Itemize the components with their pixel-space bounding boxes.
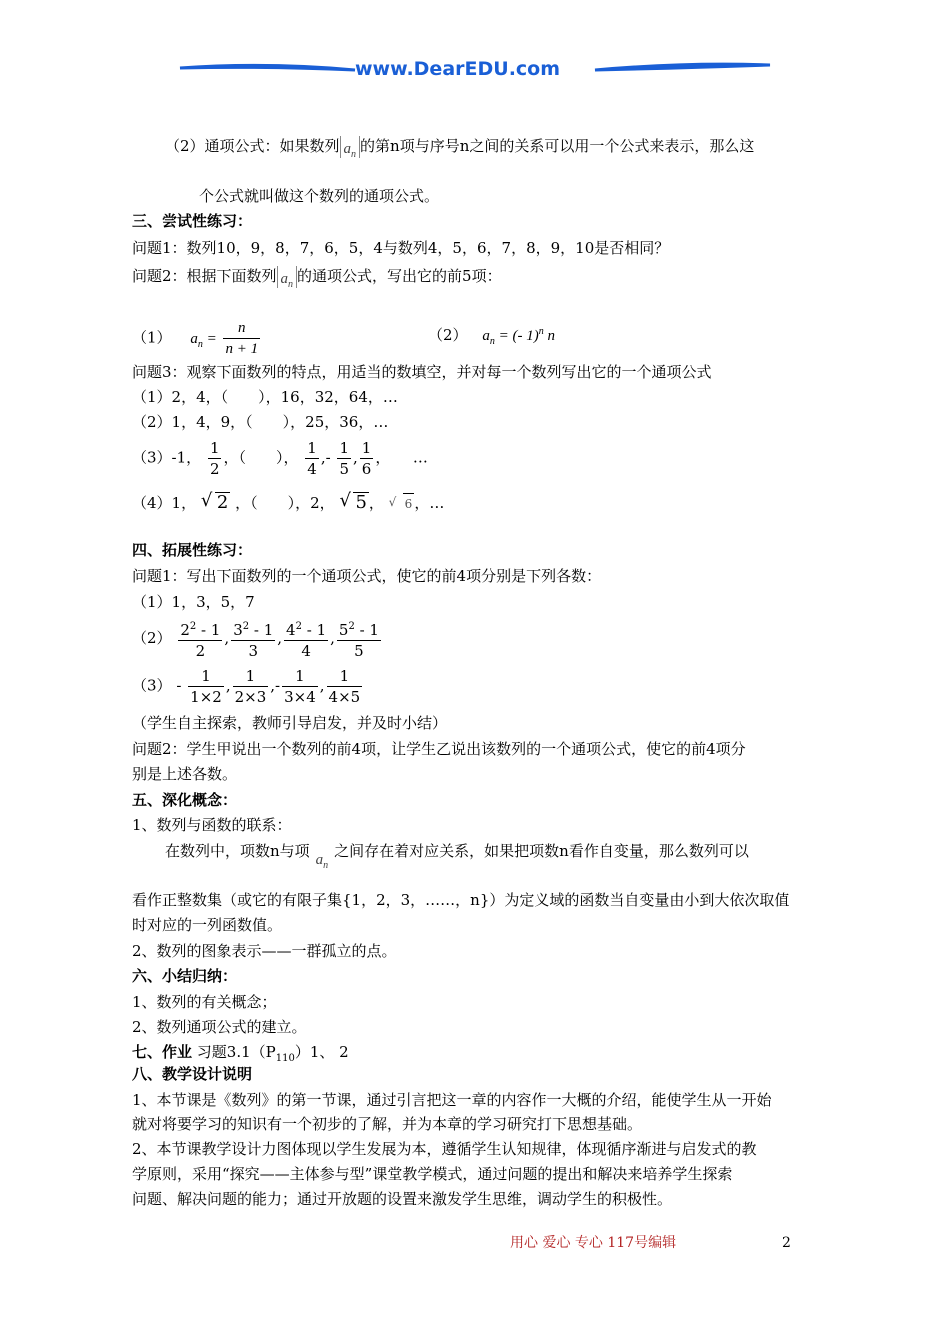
design-2-line1: 2、本节课教学设计力图体现以学生发展为本，遵循学生认知规律，体现循序渐进与启发式的教 xyxy=(132,1140,757,1158)
text: （4）1， xyxy=(132,494,197,512)
section-8-heading: 八、教学设计说明 xyxy=(132,1065,253,1083)
question-3: 问题3：观察下面数列的特点，用适当的数填空，并对每一个数列写出它的一个通项公式 xyxy=(132,363,712,381)
design-1-line1: 1、本节课是《数列》的第一节课，通过引言把这一章的内容作一大概的介绍，能使学生从一开始 xyxy=(132,1091,772,1109)
fraction: $\frac{5^2 - 1}{5}$ xyxy=(337,617,381,661)
sqrt-6: √ 6 xyxy=(403,493,415,514)
fraction: $\frac{1}{4\times 5}$ xyxy=(328,667,361,706)
page-number: 2 xyxy=(782,1235,791,1251)
q3-item-2: （2）1，4，9，（ ），25，36，… xyxy=(132,413,389,431)
formula: $a_n$ = (- 1)$^n$ n xyxy=(482,326,555,347)
fraction: $\frac{3^2 - 1}{3}$ xyxy=(231,617,275,661)
fraction: $\frac{1}{5}$ xyxy=(339,439,349,478)
text: ，（ ）， xyxy=(223,448,299,467)
concept-1: 1、数列与函数的联系： xyxy=(132,816,292,834)
formula: $a_n$ = xyxy=(190,330,217,350)
text: 之间存在着对应关系，如果把项数n看作自变量，那么数列可以 xyxy=(334,842,749,860)
fraction: $\frac{n}{n + 1}$ xyxy=(225,320,259,357)
footer-text: 用心 爱心 专心 117号编辑 xyxy=(510,1235,677,1251)
section-7-heading: 七、作业 xyxy=(132,1043,193,1061)
formula-definition-line2: 个公式就叫做这个数列的通项公式。 xyxy=(199,187,440,205)
problem-1: 问题1：写出下面数列的一个通项公式，使它的前4项分别是下列各数： xyxy=(132,567,602,585)
q2-item-2 xyxy=(428,322,555,352)
formula-definition-line1 xyxy=(165,136,754,158)
concept-2: 2、数列的图象表示——一群孤立的点。 xyxy=(132,942,397,960)
concept-1-line3: 时对应的一列函数值。 xyxy=(132,916,283,934)
design-1-line2: 就对将要学习的知识有一个初步的了解，并为本章的学习研究打下思想基础。 xyxy=(132,1115,643,1133)
sqrt-5: √ 5 xyxy=(353,492,368,513)
fraction: $\frac{1}{3\times 4}$ xyxy=(284,667,316,706)
fraction: $\frac{1}{2}$ xyxy=(209,439,220,478)
summary-1: 1、数列的有关概念； xyxy=(132,993,277,1011)
section-4-heading: 四、拓展性练习： xyxy=(132,541,253,559)
text: 在数列中，项数n与项 xyxy=(165,842,310,860)
fraction: $\frac{1}{6}$ xyxy=(361,439,372,478)
q3-item-4: （4）1， √ 2 ，（ ），2， √ 5 ， √ 6 ，… xyxy=(132,492,444,514)
homework-end: ）1、 2 xyxy=(294,1043,349,1061)
q2-item-1 xyxy=(132,318,262,359)
text: 的第n项与序号n之间的关系可以用一个公式来表示，那么这 xyxy=(360,137,755,155)
fraction: $\frac{4^2 - 1}{4}$ xyxy=(284,617,328,661)
p1-note: （学生自主探索，教师引导启发，并及时小结） xyxy=(132,714,448,732)
text: （2） xyxy=(132,629,172,647)
problem-2-line2: 别是上述各数。 xyxy=(132,765,238,783)
design-2-line2: 学原则，采用“探究——主体参与型”课堂教学模式，通过问题的提出和解决来培养学生探索 xyxy=(132,1165,733,1183)
question-2 xyxy=(132,266,502,288)
fraction: $\frac{1}{1\times 2}$ xyxy=(190,667,222,706)
text: （1） xyxy=(132,328,172,347)
homework-page: 110 xyxy=(275,1053,295,1064)
problem-2-line1: 问题2：学生甲说出一个数列的前4项，让学生乙说出该数列的一个通项公式，使它的前4项分 xyxy=(132,740,746,758)
q3-item-1: （1）2，4，（ ），16，32，64，… xyxy=(132,388,398,406)
text: （3）-1， xyxy=(132,448,202,467)
design-2-line3: 问题、解决问题的能力；通过开放题的设置来激发学生思维，调动学生的积极性。 xyxy=(132,1190,673,1208)
sequence-an: $a_n$ xyxy=(277,266,298,288)
text: （2）通项公式：如果数列 xyxy=(165,137,340,155)
text: （2） xyxy=(428,326,468,344)
term-an: $a_n$ xyxy=(315,852,329,871)
sequence-an: $a_n$ xyxy=(340,136,361,158)
sqrt-2: √ 2 xyxy=(215,492,230,513)
text: 的通项公式，写出它的前5项： xyxy=(297,267,502,285)
fraction: $\frac{2^2 - 1}{2}$ xyxy=(178,617,222,661)
text: 问题2：根据下面数列 xyxy=(132,267,277,285)
p1-item-1: （1）1，3，5，7 xyxy=(132,593,255,611)
site-url[interactable]: www.DearEDU.com xyxy=(355,58,561,80)
concept-1-line2: 看作正整数集（或它的有限子集{1，2，3，……，n}）为定义域的函数当自变量由小到大依次取值 xyxy=(132,891,790,909)
p1-item-2: （2） $\frac{2^2 - 1}{2}$ , $\frac{3^2 - 1}{3}$ , $\frac{4^2 - 1}{4}$ , $\frac{5^2 - 1}{5}$ xyxy=(132,617,383,661)
text: ，（ ），2， xyxy=(235,494,335,512)
p1-item-3: （3） - $\frac{1}{1\times 2}$ , $\frac{1}{2\times 3}$ ,- $\frac{1}{3\times 4}$ , $\frac{1}{4\times 5}$ xyxy=(132,667,361,706)
concept-1-line1 xyxy=(165,841,749,871)
section-5-heading: 五、深化概念： xyxy=(132,791,238,809)
summary-2: 2、数列通项公式的建立。 xyxy=(132,1018,307,1036)
section-3-heading: 三、尝试性练习： xyxy=(132,212,253,230)
fraction: $\frac{1}{2\times 3}$ xyxy=(234,667,267,706)
text: （3） xyxy=(132,676,172,695)
q3-item-3: （3）-1， $\frac{1}{2}$ ，（ ）， $\frac{1}{4}$ ,- $\frac{1}{5}$ , $\frac{1}{6}$ ， … xyxy=(132,439,428,478)
section-6-heading: 六、小结归纳： xyxy=(132,967,238,985)
homework: 习题3.1（P xyxy=(196,1043,276,1061)
question-1: 问题1：数列10，9，8，7，6，5，4与数列4，5，6，7，8，9，10是否相同？ xyxy=(132,239,670,257)
fraction: $\frac{1}{4}$ xyxy=(307,439,317,478)
